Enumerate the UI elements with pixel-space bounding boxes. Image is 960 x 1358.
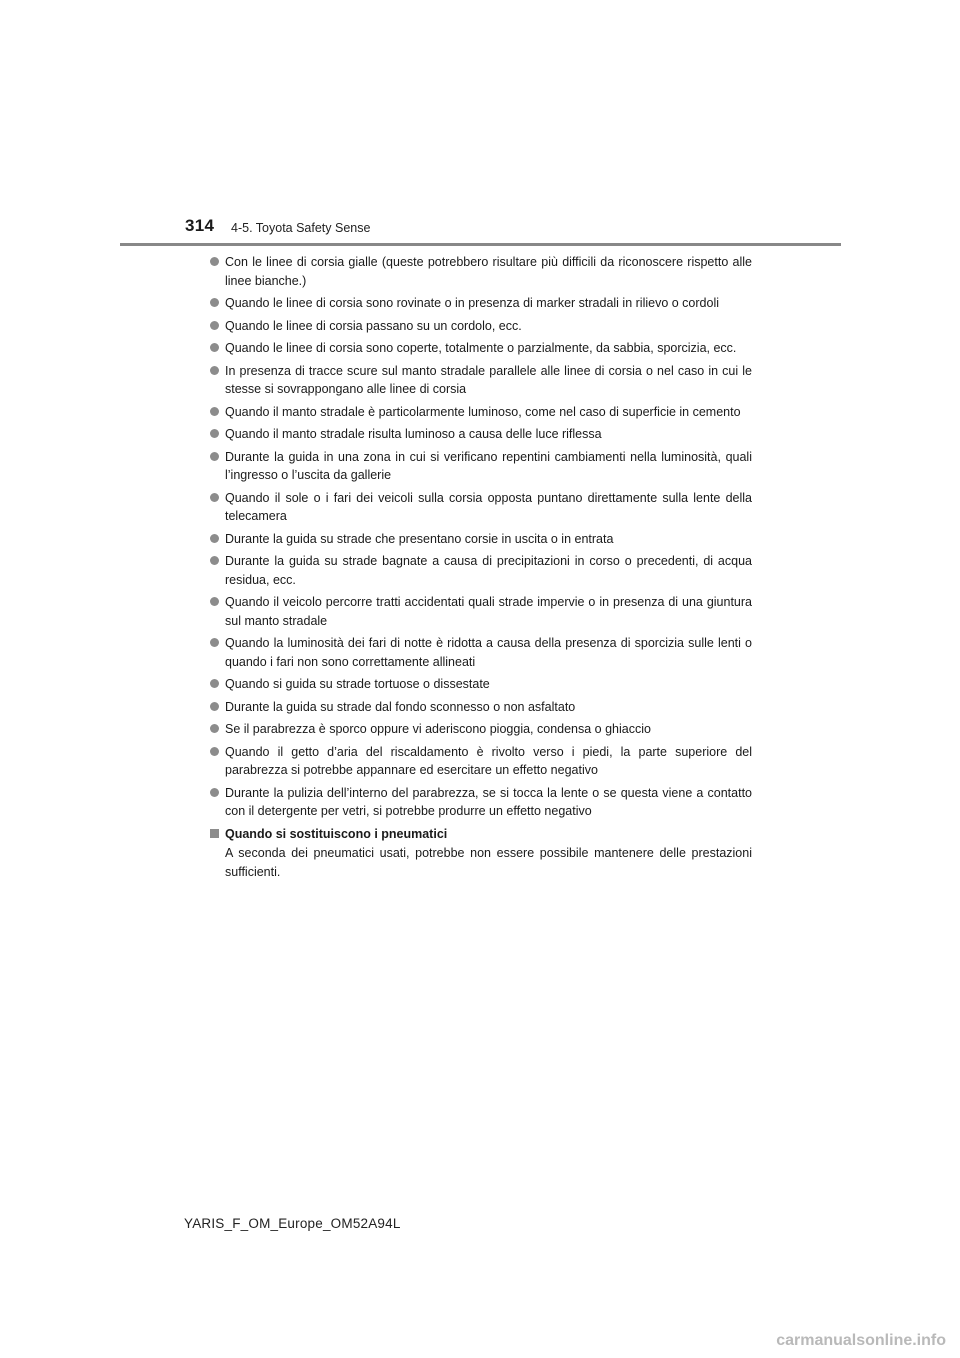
page-number: 314 bbox=[185, 216, 215, 235]
list-item-text: Durante la guida su strade che presentano corsie in uscita o in entrata bbox=[225, 531, 614, 546]
list-item bbox=[210, 294, 752, 313]
list-item bbox=[210, 403, 752, 422]
list-item-text: In presenza di tracce scure sul manto stradale parallele alle linee di corsia o nel caso in cui le stesse si sovrappongano alle linee di corsia bbox=[225, 363, 752, 396]
list-item bbox=[210, 448, 752, 485]
list-item bbox=[210, 720, 752, 739]
circle-bullet-icon bbox=[210, 343, 219, 352]
list-item bbox=[210, 593, 752, 630]
circle-bullet-icon bbox=[210, 366, 219, 375]
page-content bbox=[210, 253, 752, 881]
list-item bbox=[210, 362, 752, 399]
list-item-text: Se il parabrezza è sporco oppure vi aderiscono pioggia, condensa o ghiaccio bbox=[225, 722, 651, 736]
list-item bbox=[210, 339, 752, 358]
circle-bullet-icon bbox=[210, 257, 219, 266]
circle-bullet-icon bbox=[210, 788, 219, 797]
document-code: YARIS_F_OM_Europe_OM52A94L bbox=[184, 1216, 401, 1231]
circle-bullet-icon bbox=[210, 429, 219, 438]
list-item-text: Quando la luminosità dei fari di notte è ridotta a causa della presenza di sporcizia sulle lenti o quando i fari non sono correttamente allineati bbox=[225, 636, 752, 669]
list-item-text: Quando si guida su strade tortuose o dissestate bbox=[225, 677, 490, 691]
circle-bullet-icon bbox=[210, 407, 219, 416]
circle-bullet-icon bbox=[210, 556, 219, 565]
list-item-text: Con le linee di corsia gialle (queste potrebbero risultare più difficili da riconoscere rispetto alle linee bianche.) bbox=[225, 255, 752, 288]
list-item-text: Quando le linee di corsia passano su un cordolo, ecc. bbox=[225, 318, 522, 333]
square-bullet-icon bbox=[210, 829, 219, 838]
list-item bbox=[210, 675, 752, 694]
circle-bullet-icon bbox=[210, 679, 219, 688]
list-item-text: Quando il manto stradale risulta luminoso a causa delle luce riflessa bbox=[225, 427, 602, 441]
circle-bullet-icon bbox=[210, 452, 219, 461]
watermark[interactable]: carmanualsonline.info bbox=[776, 1332, 946, 1349]
circle-bullet-icon bbox=[210, 724, 219, 733]
list-item bbox=[210, 530, 752, 549]
list-item-text: Durante la guida in una zona in cui si verificano repentini cambiamenti nella luminosità, quali l’ingresso o l’uscita da gallerie bbox=[225, 449, 752, 482]
circle-bullet-icon bbox=[210, 747, 219, 756]
subsection-heading-text: Quando si sostituiscono i pneumatici bbox=[225, 826, 448, 841]
circle-bullet-icon bbox=[210, 534, 219, 543]
list-item bbox=[210, 784, 752, 821]
list-item-text: Durante la guida su strade bagnate a causa di precipitazioni in corso o precedenti, di acqua residua, ecc. bbox=[225, 554, 752, 587]
list-item-text: Durante la guida su strade dal fondo sconnesso o non asfaltato bbox=[225, 699, 576, 714]
circle-bullet-icon bbox=[210, 597, 219, 606]
list-item-text: Quando le linee di corsia sono rovinate o in presenza di marker stradali in rilievo o cordoli bbox=[225, 296, 720, 310]
circle-bullet-icon bbox=[210, 702, 219, 711]
circle-bullet-icon bbox=[210, 638, 219, 647]
list-item bbox=[210, 552, 752, 589]
section-title: 4-5. Toyota Safety Sense bbox=[231, 221, 371, 235]
circle-bullet-icon bbox=[210, 298, 219, 307]
conditions-list bbox=[210, 253, 752, 821]
circle-bullet-icon bbox=[210, 321, 219, 330]
list-item-text: Quando il getto d’aria del riscaldamento è rivolto verso i piedi, la parte superiore del parabrezza si potrebbe appannare ed esercitare un effetto negativo bbox=[225, 744, 752, 777]
list-item bbox=[210, 634, 752, 671]
list-item-text: Quando le linee di corsia sono coperte, totalmente o parzialmente, da sabbia, sporcizia, ecc. bbox=[225, 341, 737, 355]
list-item bbox=[210, 253, 752, 290]
list-item bbox=[210, 317, 752, 336]
list-item bbox=[210, 698, 752, 717]
list-item-text: Durante la pulizia dell’interno del parabrezza, se si tocca la lente o se questa viene a contatto con il detergente per vetri, si potrebbe produrre un effetto negativo bbox=[225, 785, 752, 818]
header-divider bbox=[120, 243, 841, 246]
list-item bbox=[210, 743, 752, 780]
subsection-body: A seconda dei pneumatici usati, potrebbe non essere possibile mantenere delle prestazioni sufficienti. bbox=[225, 846, 752, 879]
tire-replacement-section bbox=[210, 825, 752, 882]
circle-bullet-icon bbox=[210, 493, 219, 502]
list-item bbox=[210, 425, 752, 444]
list-item-text: Quando il veicolo percorre tratti accidentati quali strade impervie o in presenza di una giuntura sul manto stradale bbox=[225, 595, 752, 628]
subsection-heading bbox=[210, 825, 752, 844]
list-item-text: Quando il sole o i fari dei veicoli sulla corsia opposta puntano direttamente sulla lente della telecamera bbox=[225, 490, 752, 523]
list-item-text: Quando il manto stradale è particolarmente luminoso, come nel caso di superficie in cemento bbox=[225, 404, 741, 419]
list-item bbox=[210, 489, 752, 526]
